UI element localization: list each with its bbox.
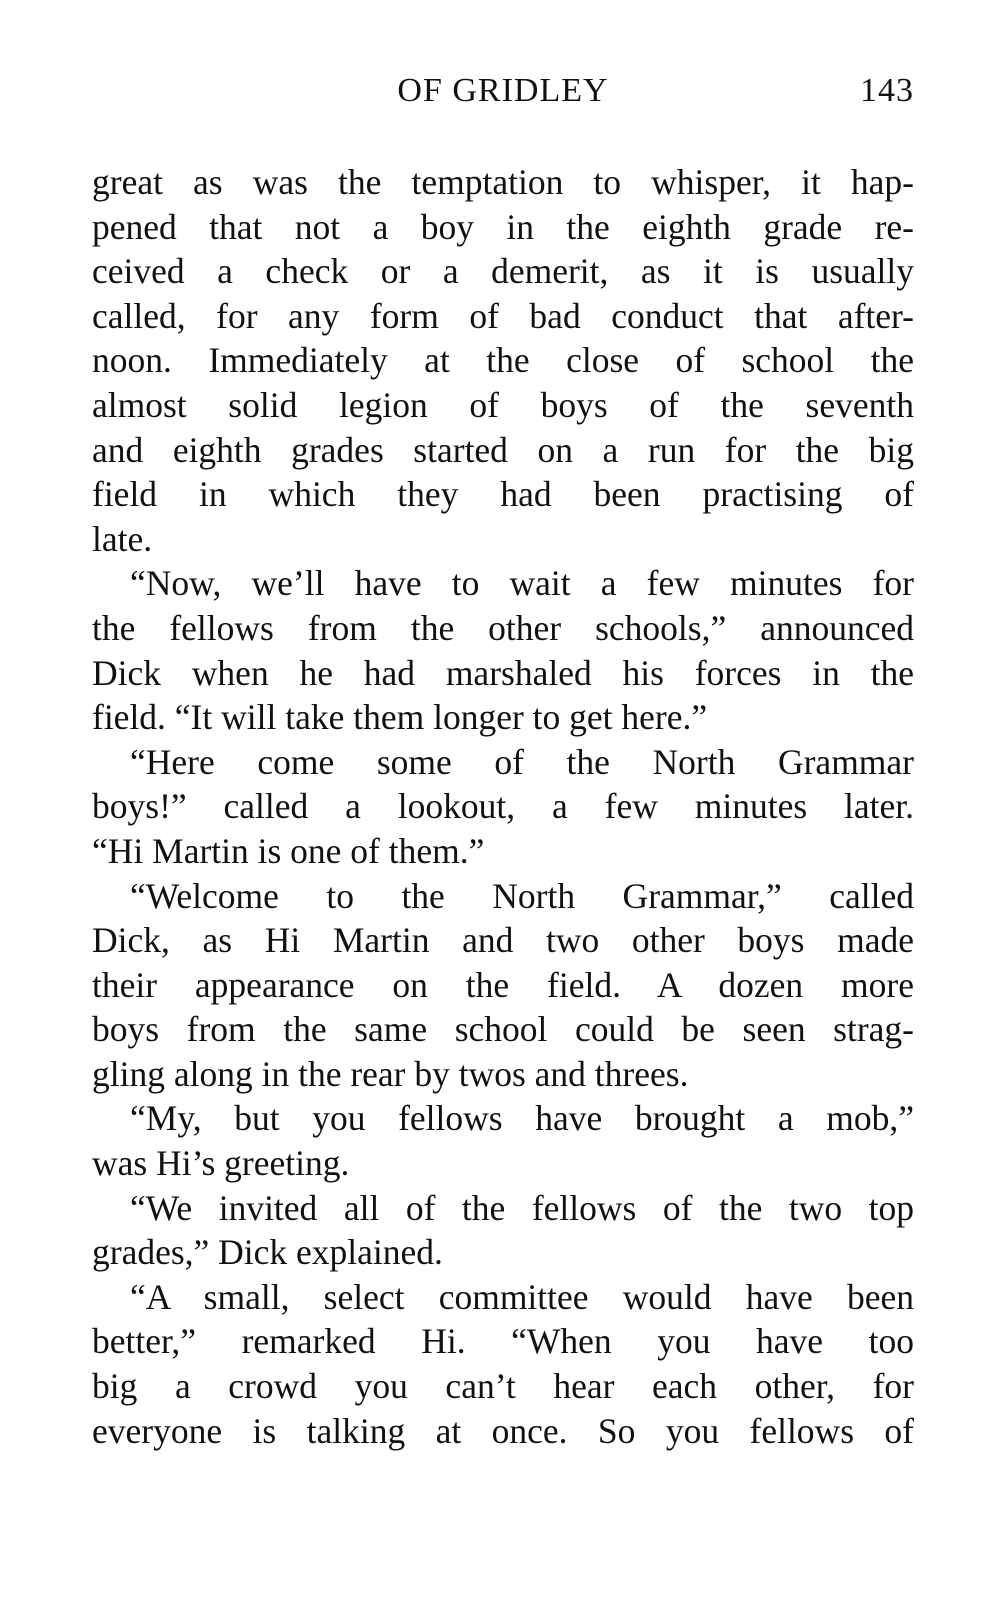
body-text: [92, 160, 914, 1453]
text-line: big a crowd you can’t hear each other, for: [92, 1366, 914, 1407]
text-line: boys from the same school could be seen strag-: [92, 1009, 914, 1050]
page-number: 143: [860, 72, 914, 109]
text-line: the fellows from the other schools,” announced: [92, 607, 914, 648]
text-line: Dick, as Hi Martin and two other boys made: [92, 920, 914, 961]
running-head: [92, 72, 914, 122]
text-line: their appearance on the field. A dozen more: [92, 964, 914, 1005]
text-line: “Here come some of the North Grammar: [130, 741, 914, 782]
text-line: grades,” Dick explained.: [92, 1232, 443, 1273]
text-line: “Welcome to the North Grammar,” called: [130, 875, 914, 916]
text-line: called, for any form of bad conduct that after-: [92, 295, 914, 336]
text-line: everyone is talking at once. So you fellows of: [92, 1410, 914, 1451]
text-line: late.: [92, 518, 153, 559]
text-line: better,” remarked Hi. “When you have too: [92, 1321, 914, 1362]
text-line: and eighth grades started on a run for the big: [92, 429, 914, 470]
text-line: “My, but you fellows have brought a mob,”: [130, 1098, 914, 1139]
text-line: gling along in the rear by twos and threes.: [92, 1053, 689, 1094]
text-line: Dick when he had marshaled his forces in the: [92, 652, 914, 693]
text-line: field in which they had been practising of: [92, 474, 914, 515]
text-line: noon. Immediately at the close of school the: [92, 340, 914, 381]
text-line: “Now, we’ll have to wait a few minutes for: [130, 563, 914, 604]
text-line: ceived a check or a demerit, as it is usually: [92, 251, 914, 292]
text-line: “A small, select committee would have been: [130, 1276, 914, 1317]
text-line: great as was the temptation to whisper, it hap-: [92, 162, 914, 202]
running-title: OF GRIDLEY: [397, 72, 609, 109]
text-line: boys!” called a lookout, a few minutes later.: [92, 786, 914, 827]
text-line: pened that not a boy in the eighth grade re-: [92, 206, 914, 247]
text-line: “We invited all of the fellows of the two top: [130, 1187, 914, 1228]
text-line: “Hi Martin is one of them.”: [92, 830, 485, 871]
text-line: almost solid legion of boys of the seventh: [92, 384, 914, 425]
text-line: was Hi’s greeting.: [92, 1143, 350, 1184]
text-line: field. “It will take them longer to get here.”: [92, 697, 708, 738]
